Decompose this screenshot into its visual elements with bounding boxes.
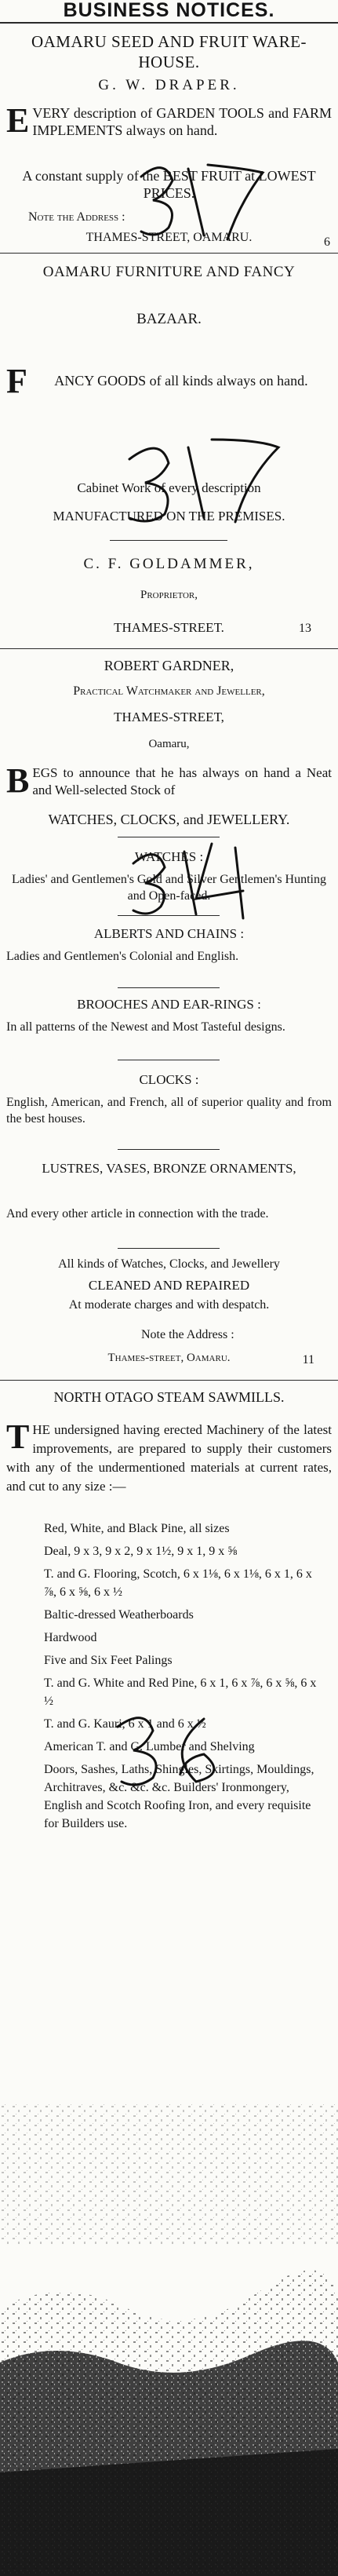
divider [0,253,338,254]
gardner-paragraph-3: All kinds of Watches, Clocks, and Jewellery [58,1257,280,1271]
gardner-street: THAMES-STREET, [114,710,224,724]
list-item: Hardwood [44,1631,97,1644]
divider [0,648,338,649]
goldammer-address: THAMES-STREET. [114,620,224,635]
goldammer-title: OAMARU FURNITURE AND FANCY [42,264,296,280]
header-rule [0,22,338,24]
short-divider [118,915,220,916]
list-item: Deal, 9 x 3, 9 x 2, 9 x 1½, 9 x 1, 9 x ⅝ [44,1545,238,1558]
goldammer-paragraph-2: Cabinet Work of every description [77,480,261,495]
goldammer-text-1: ANCY GOODS of all kinds always on hand. [54,373,308,389]
goldammer-paragraph-3: MANUFACTURED ON THE PREMISES. [53,509,285,524]
gardner-paragraph-1 [6,761,332,800]
clocks-heading: CLOCKS : [139,1072,199,1087]
handwritten-mark [110,1703,259,1797]
gardner-note: Note the Address : [141,1328,234,1341]
list-item: Five and Six Feet Palings [44,1654,173,1667]
gardner-name: ROBERT GARDNER, [104,658,234,673]
short-divider [118,987,220,988]
drop-cap: F [6,362,27,400]
drop-cap: B [6,761,30,800]
brooches-heading: BROOCHES AND EAR-RINGS : [77,997,261,1012]
draper-name: OAMARU SEED AND FRUIT WARE- [31,32,307,51]
lustres-text: And every other article in connection with the trade. [6,1207,269,1220]
draper-name-2: HOUSE. [138,53,200,71]
goldammer-name: C. F. GOLDAMMER, [83,556,255,572]
list-item: Baltic-dressed Weatherboards [44,1608,194,1622]
draper-heading [6,31,332,72]
draper-address: THAMES-STREET, OAMARU. [85,231,253,244]
gardner-paragraph-2: WATCHES, CLOCKS, and JEWELLERY. [48,812,290,827]
list-item: T. and G. Flooring, Scotch, 6 x 1⅛, 6 x 1⅛, 6 x 1, 6 x ⅞, 6 x ⅝, 6 x ½ [44,1567,312,1599]
list-item: Doors, Sashes, Laths, Shingles, Skirtings, Mouldings, Architraves, &c. &c. &c. Builders' Ironmongery, English and Scotch Roofing Iron, and every requisite for Builders use. [44,1763,314,1830]
drop-cap: E [6,101,30,140]
gardner-address: Thames-street, Oamaru. [107,1352,231,1364]
draper-paragraph-2: A constant supply of the BEST FRUIT at LOWEST PRICES. [22,168,316,201]
goldammer-number: 13 [299,622,311,635]
section-header: BUSINESS NOTICES. [63,0,275,21]
handwritten-mark [133,153,282,247]
divider [0,1380,338,1381]
watches-heading: WATCHES : [134,849,204,864]
list-item: T. and G. White and Red Pine, 6 x 1, 6 x ⅞, 6 x ⅝, 6 x ½ [44,1677,317,1708]
goldammer-role: Proprietor, [140,589,198,601]
goldammer-title-2: BAZAAR. [136,311,202,327]
sawmills-text-1: HE undersigned having erected Machinery of the latest improvements, are prepared to supply their customers with any of the undermentioned materials at current rates, and cut to any size :— [6,1422,332,1494]
short-divider [118,1149,220,1150]
gardner-paragraph-4: CLEANED AND REPAIRED [88,1278,250,1293]
list-item: Red, White, and Black Pine, all sizes [44,1522,230,1535]
scan-damage [0,2103,338,2576]
alberts-text: Ladies and Gentlemen's Colonial and English. [6,950,239,963]
short-divider [110,540,227,541]
draper-note: Note the Address : [28,210,125,224]
clocks-text: English, American, and French, all of superior quality and from the best houses. [6,1096,332,1126]
list-item: American T. and G. Lumber and Shelving [44,1740,255,1753]
draper-paragraph-1 [6,101,332,140]
draper-proprietor: G. W. DRAPER. [98,77,240,93]
handwritten-mark [125,836,290,922]
watches-text: Ladies' and Gentlemen's Gold and Silver Gentlemen's Hunting and Open-faced. [11,873,326,903]
sawmills-title: NORTH OTAGO STEAM SAWMILLS. [53,1389,285,1405]
draper-number: 6 [324,235,330,249]
brooches-text: In all patterns of the Newest and Most Tasteful designs. [6,1020,285,1034]
short-divider [118,1248,220,1249]
drop-cap: T [6,1418,30,1456]
handwritten-mark [118,428,290,530]
alberts-heading: ALBERTS AND CHAINS : [93,926,245,941]
draper-text-1: VERY description of GARDEN TOOLS and FARM IMPLEMENTS always on hand. [32,105,332,138]
goldammer-paragraph-1 [6,362,332,400]
list-item: T. and G. Kauri, 6 x 1 and 6 x ½ [44,1717,206,1731]
gardner-text-1: EGS to announce that he has always on hand a Neat and Well-selected Stock of [32,765,332,797]
gardner-trade: Practical Watchmaker and Jeweller, [73,684,265,698]
gardner-number: 11 [302,1353,314,1366]
sawmills-paragraph-1 [6,1418,332,1496]
gardner-paragraph-5: At moderate charges and with despatch. [68,1298,270,1312]
gardner-town: Oamaru, [148,738,190,750]
lustres-heading: LUSTRES, VASES, BRONZE ORNAMENTS, [42,1161,296,1176]
